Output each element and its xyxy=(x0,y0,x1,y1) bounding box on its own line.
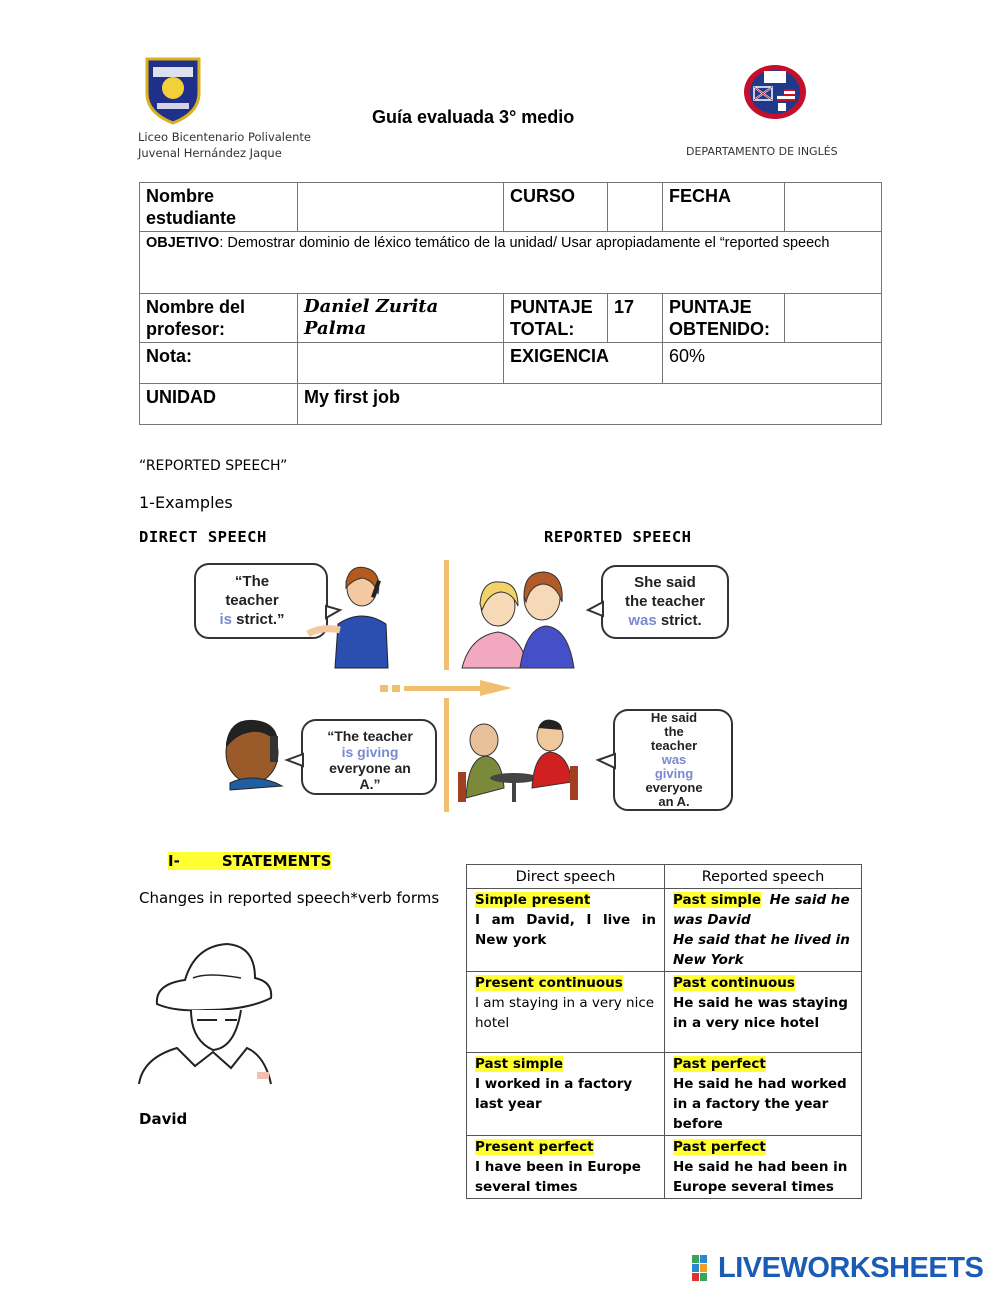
two-men-at-table-figure xyxy=(458,720,578,802)
liveworksheets-brand: LIVEWORKSHEETS xyxy=(718,1252,984,1284)
tense-past-simple-direct: Past simple xyxy=(475,1056,564,1072)
bubble4-line6: everyone xyxy=(645,780,703,795)
liveworksheets-logo-icon xyxy=(692,1253,716,1283)
reported-speech-label: REPORTED SPEECH xyxy=(544,528,692,546)
tense-present-continuous: Present continuous xyxy=(475,975,623,991)
example-reported-1b: He said that he lived in New York xyxy=(673,932,850,968)
school-name-line2: Juvenal Hernández Jaque xyxy=(138,146,282,160)
vertical-divider-top xyxy=(444,560,449,670)
info-table xyxy=(139,182,882,425)
student-field[interactable] xyxy=(298,183,504,232)
unidad-label: UNIDAD xyxy=(140,384,298,425)
tense-simple-present: Simple present xyxy=(475,892,591,908)
example-direct-1: I am David, I live in New york xyxy=(475,912,656,948)
vertical-divider-bottom xyxy=(444,698,449,812)
arrow-icon xyxy=(380,680,512,696)
reported-cell-past-perfect xyxy=(665,1053,862,1136)
statements-label: STATEMENTS xyxy=(221,852,332,870)
objetivo-text: : Demostrar dominio de léxico temático de la unidad/ Usar apropiadamente el “reported speech xyxy=(219,235,830,251)
bubble3-verb: is giving xyxy=(341,744,399,760)
puntaje-obtenido-field[interactable] xyxy=(785,294,882,343)
teacher-name: Daniel Zurita Palma xyxy=(298,294,504,343)
bubble4-line3: teacher xyxy=(650,738,698,753)
bubble1-line2: teacher xyxy=(225,592,279,609)
header-direct-speech: Direct speech xyxy=(467,865,665,889)
bubble3-line4: A.” xyxy=(359,776,381,792)
bubble1-line1: “The xyxy=(234,573,270,590)
direct-cell-simple-present xyxy=(467,889,665,972)
bubble2-verb: was xyxy=(628,612,657,629)
bubble1-line3 xyxy=(219,611,284,628)
bubble3-line3: everyone an xyxy=(329,760,411,776)
bubble2-line2: the teacher xyxy=(624,593,706,610)
objetivo-cell xyxy=(140,232,882,294)
bubble3-line1: “The teacher xyxy=(327,728,413,744)
exigencia-value: 60% xyxy=(663,343,882,384)
bubble2-line1: She said xyxy=(634,574,696,591)
example-direct-2: I am staying in a very nice hotel xyxy=(475,995,655,1031)
bubble4-line7: an A. xyxy=(658,794,690,809)
example-direct-3: I worked in a factory last year xyxy=(475,1076,633,1112)
fecha-label: FECHA xyxy=(663,183,785,232)
teacher-label: Nombre del profesor: xyxy=(140,294,298,343)
bubble4-verb2: giving xyxy=(654,766,694,781)
school-crest-logo xyxy=(143,55,203,125)
speech-bubble-3 xyxy=(287,720,436,794)
curso-field[interactable] xyxy=(608,183,663,232)
tense-past-perfect-2: Past perfect xyxy=(673,1139,766,1155)
tense-past-perfect: Past perfect xyxy=(673,1056,766,1072)
nota-field[interactable] xyxy=(298,343,504,384)
example-reported-4: He said he had been in Europe several times xyxy=(673,1159,848,1195)
header-reported-speech: Reported speech xyxy=(665,865,862,889)
section-title: “REPORTED SPEECH” xyxy=(139,458,288,474)
school-name xyxy=(138,129,311,161)
bubble4-line2: the xyxy=(664,724,684,739)
changes-text: Changes in reported speech*verb forms xyxy=(139,889,440,907)
verb-forms-table xyxy=(466,864,862,1199)
man-on-phone-figure xyxy=(226,720,282,790)
curso-label: CURSO xyxy=(504,183,608,232)
speech-bubble-2 xyxy=(588,566,728,638)
bubble4-line1: He said xyxy=(650,710,698,725)
david-label: David xyxy=(139,1110,188,1128)
puntaje-total-label: PUNTAJE TOTAL: xyxy=(504,294,608,343)
example-reported-3: He said he had worked in a factory the year before xyxy=(673,1076,847,1132)
tense-present-perfect: Present perfect xyxy=(475,1139,594,1155)
direct-speech-label: DIRECT SPEECH xyxy=(139,528,267,546)
page-title: Guía evaluada 3° medio xyxy=(372,107,575,127)
two-women-figure xyxy=(462,572,574,668)
unidad-value: My first job xyxy=(298,384,882,425)
school-name-line1: Liceo Bicentenario Polivalente xyxy=(138,130,311,144)
reported-cell-past-perfect-2 xyxy=(665,1136,862,1199)
reported-cell-past-continuous xyxy=(665,972,862,1053)
examples-heading: 1-Examples xyxy=(139,493,233,512)
objetivo-label: OBJETIVO xyxy=(146,235,220,251)
direct-cell-present-perfect xyxy=(467,1136,665,1199)
example-reported-2: He said he was staying in a very nice hotel xyxy=(673,995,848,1031)
exigencia-label: EXIGENCIA xyxy=(504,343,663,384)
statements-numeral: I- xyxy=(168,852,180,870)
direct-cell-present-continuous xyxy=(467,972,665,1053)
speech-illustration xyxy=(190,558,750,814)
nota-label: Nota: xyxy=(140,343,298,384)
direct-cell-past-simple xyxy=(467,1053,665,1136)
department-name: DEPARTAMENTO DE INGLÉS xyxy=(686,145,838,158)
bubble4-verb1: was xyxy=(661,752,687,767)
tense-past-continuous: Past continuous xyxy=(673,975,795,991)
student-label: Nombre estudiante xyxy=(140,183,298,232)
bubble1-rest: strict.” xyxy=(232,611,285,628)
statements-heading xyxy=(168,852,331,870)
bubble1-verb: is xyxy=(219,611,232,628)
bubble2-rest: strict. xyxy=(656,612,702,629)
speech-bubble-4 xyxy=(598,710,732,810)
puntaje-obtenido-label: PUNTAJE OBTENIDO: xyxy=(663,294,785,343)
example-reported-1a: He said he was David xyxy=(673,892,850,928)
example-direct-4: I have been in Europe several times xyxy=(475,1159,641,1195)
puntaje-total-value: 17 xyxy=(608,294,663,343)
tense-past-simple: Past simple xyxy=(673,892,762,908)
david-sketch-image xyxy=(137,936,277,1086)
reported-cell-past-simple xyxy=(665,889,862,972)
fecha-field[interactable] xyxy=(785,183,882,232)
bubble2-line3 xyxy=(627,612,701,629)
english-department-logo xyxy=(742,63,808,121)
